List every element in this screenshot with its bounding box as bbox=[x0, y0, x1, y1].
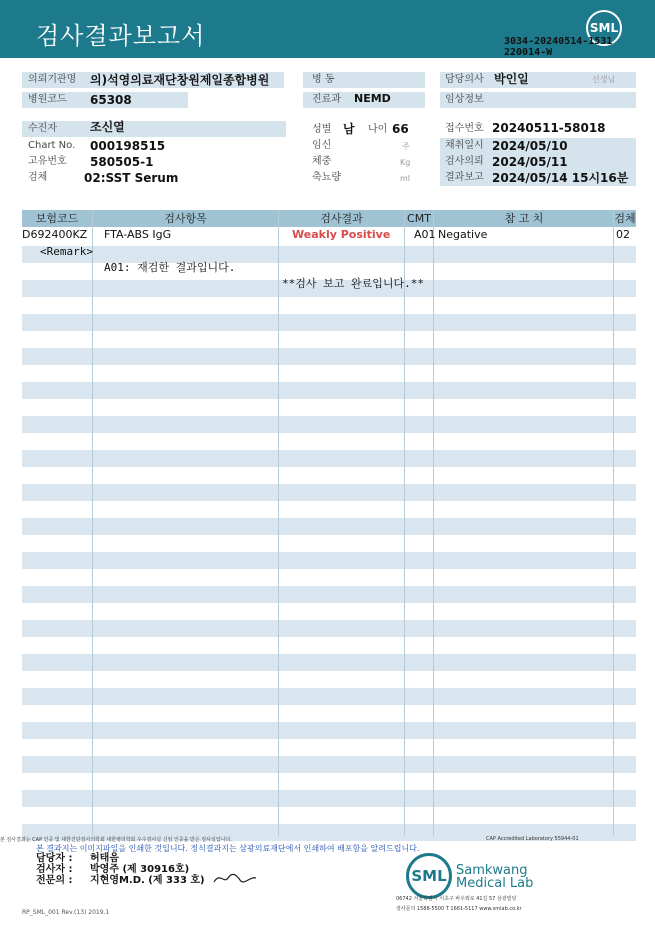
request-value: 2024/05/11 bbox=[492, 155, 568, 169]
specimen-value: 02:SST Serum bbox=[84, 171, 179, 185]
chart-value: 000198515 bbox=[90, 139, 166, 153]
hospital-code-label: 병원코드 bbox=[28, 94, 67, 105]
request-label: 검사의뢰 bbox=[445, 156, 484, 167]
table-row-stripe bbox=[22, 620, 636, 637]
clinical-label: 임상정보 bbox=[445, 94, 484, 105]
examinee-value: 조신열 bbox=[90, 120, 125, 134]
table-row-stripe bbox=[22, 586, 636, 603]
collect-label: 채취일시 bbox=[445, 140, 484, 151]
table-row-stripe bbox=[22, 756, 636, 773]
table-row-stripe bbox=[22, 382, 636, 399]
col-divider bbox=[404, 210, 405, 836]
col-header-code: 보험코드 bbox=[35, 212, 79, 225]
sex-label: 성별 bbox=[312, 124, 332, 135]
row-cmt: A01 bbox=[414, 228, 436, 241]
age-value: 66 bbox=[392, 122, 409, 136]
ward-label: 병 동 bbox=[312, 74, 335, 85]
col-divider bbox=[278, 210, 279, 836]
col-header-specimen: 검체 bbox=[614, 212, 636, 225]
weight-unit: Kg bbox=[400, 158, 411, 167]
lab-address: 06742 서울특별시 서초구 바우뫼로 41길 57 삼광빌딩 bbox=[396, 896, 517, 902]
table-row-stripe bbox=[22, 688, 636, 705]
table-row-stripe bbox=[22, 484, 636, 501]
col-header-ref: 참 고 치 bbox=[504, 212, 544, 225]
receipt-label: 접수번호 bbox=[445, 123, 484, 134]
unique-label: 고유번호 bbox=[28, 156, 67, 167]
table-row-stripe bbox=[22, 790, 636, 807]
table-row-stripe bbox=[22, 552, 636, 569]
table-row-stripe bbox=[22, 314, 636, 331]
completion-text: **검사 보고 완료입니다.** bbox=[282, 277, 424, 290]
signature-scribble bbox=[212, 870, 258, 886]
table-row-stripe bbox=[22, 518, 636, 535]
row-specimen: 02 bbox=[616, 228, 630, 241]
col-divider bbox=[433, 210, 434, 836]
table-row-stripe bbox=[22, 450, 636, 467]
col-header-cmt: CMT bbox=[407, 212, 431, 225]
form-code: RP_SML_001 Rev.(13) 2019.1 bbox=[22, 909, 110, 916]
pregnancy-label: 임신 bbox=[312, 140, 332, 151]
requester-label: 의뢰기관명 bbox=[28, 74, 77, 85]
doctor-value: 박인일 bbox=[494, 72, 529, 86]
dept-label: 진료과 bbox=[312, 94, 341, 105]
col-divider bbox=[613, 210, 614, 836]
receipt-value: 20240511-58018 bbox=[492, 121, 606, 135]
remark-label: <Remark> bbox=[40, 245, 93, 258]
report-id: 3034-20240514-1531 220014-W bbox=[504, 36, 613, 58]
lab-name: Samkwang Medical Lab bbox=[456, 863, 534, 891]
hospital-code-value: 65308 bbox=[90, 93, 132, 107]
fine-print: 본 검사결과는 CAP 인증 및 대한진단검사의학회 대한병리학회 우수검사실 신임 인증을 받은 검사실입니다. bbox=[0, 837, 232, 843]
row-result: Weakly Positive bbox=[292, 228, 391, 241]
report-date-label: 결과보고 bbox=[445, 172, 484, 183]
collect-value: 2024/05/10 bbox=[492, 139, 568, 153]
row-item: FTA-ABS IgG bbox=[104, 228, 172, 241]
table-row-stripe bbox=[22, 654, 636, 671]
report-date-value: 2024/05/14 15시16분 bbox=[492, 171, 629, 185]
doctor-suffix: 선생님 bbox=[592, 75, 616, 84]
age-label: 나이 bbox=[368, 124, 388, 135]
pregnancy-unit: 주 bbox=[402, 142, 410, 151]
doctor-label: 담당의사 bbox=[445, 74, 484, 85]
dept-value: NEMD bbox=[354, 92, 391, 105]
table-row-stripe bbox=[22, 348, 636, 365]
examinee-field bbox=[22, 121, 286, 137]
requester-value: 의)석영의료재단창원제일종합병원 bbox=[90, 73, 270, 87]
examinee-label: 수진자 bbox=[28, 123, 57, 134]
report-title: 검사결과보고서 bbox=[36, 22, 206, 50]
table-row-stripe bbox=[22, 722, 636, 739]
urine-unit: ml bbox=[400, 174, 411, 183]
remark-text: A01: 재검한 결과입니다. bbox=[104, 261, 236, 274]
specimen-label: 검체 bbox=[28, 172, 48, 183]
row-ref: Negative bbox=[438, 228, 488, 241]
sex-value: 남 bbox=[343, 122, 355, 136]
col-divider bbox=[92, 210, 93, 836]
lab-phone: 검사문의 1588-5500 T 1661-5117 www.smlab.co.kr bbox=[396, 906, 522, 912]
table-row-stripe bbox=[22, 416, 636, 433]
unique-value: 580505-1 bbox=[90, 155, 154, 169]
sml-logo: SML bbox=[586, 10, 622, 46]
sml-lab-logo: SML bbox=[406, 853, 452, 899]
print-notice: 본 결과지는 이미지파일을 인쇄한 것입니다. 정식결과지는 삼광의료재단에서 인쇄하여 배포함을 알려드립니다. bbox=[36, 844, 420, 853]
chart-label: Chart No. bbox=[28, 140, 76, 151]
cap-text: CAP Accredited Laboratory 55944-01 bbox=[486, 836, 579, 842]
row-code: D692400KZ bbox=[22, 228, 88, 241]
col-header-result: 검사결과 bbox=[320, 212, 363, 225]
col-header-item: 검사항목 bbox=[164, 212, 207, 225]
signatures: 담당자 : 허태음 검사자 : 박영주 (제 30916호) 전문의 : 지현영M.D. (제 333 호) bbox=[36, 853, 205, 886]
urine-label: 축뇨량 bbox=[312, 172, 341, 183]
weight-label: 체중 bbox=[312, 156, 332, 167]
